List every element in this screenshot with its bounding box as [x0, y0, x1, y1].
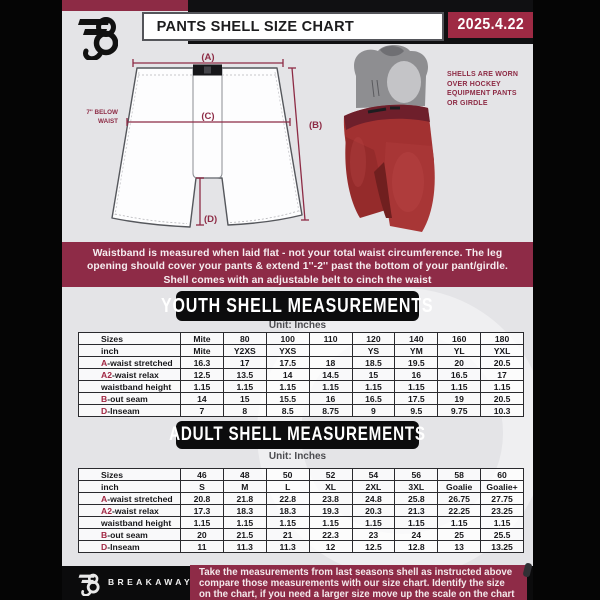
row-label-accent: A2 [101, 505, 112, 516]
table-cell: S [181, 481, 224, 493]
table-cell: 18.3 [223, 505, 266, 517]
table-cell: 17.5 [395, 393, 438, 405]
table-cell: 27.75 [481, 493, 524, 505]
table-cell: 58 [438, 469, 481, 481]
table-cell: 1.15 [266, 517, 309, 529]
table-cell: 18.3 [266, 505, 309, 517]
table-cell: 25.5 [481, 529, 524, 541]
table-cell: 9.75 [438, 405, 481, 417]
row-label: waistband height [79, 381, 181, 393]
table-cell: 17 [223, 357, 266, 369]
table-cell: 1.15 [352, 517, 395, 529]
table-cell: 26.75 [438, 493, 481, 505]
photo-caption-line: OVER HOCKEY [447, 80, 501, 88]
table-cell: Mite [181, 345, 224, 357]
table-cell: 19 [438, 393, 481, 405]
row-label: B-out seam [79, 393, 181, 405]
row-label: A2-waist relax [79, 369, 181, 381]
table-cell: 13.5 [223, 369, 266, 381]
table-cell: 46 [181, 469, 224, 481]
table-cell: 14 [181, 393, 224, 405]
table-cell: Goalie+ [481, 481, 524, 493]
dim-label-c: (C) [201, 111, 215, 122]
table-cell: 20 [181, 529, 224, 541]
table-cell: 17 [481, 369, 524, 381]
table-cell: 1.15 [352, 381, 395, 393]
table-cell [309, 345, 352, 357]
table-cell: M [223, 481, 266, 493]
table-cell: 15 [352, 369, 395, 381]
table-cell: 1.15 [309, 381, 352, 393]
table-cell: 1.15 [481, 381, 524, 393]
table-cell: 25 [438, 529, 481, 541]
table-cell: 1.15 [181, 381, 224, 393]
table-cell: YXL [481, 345, 524, 357]
photo-caption [447, 70, 533, 108]
table-cell: 11.3 [223, 541, 266, 553]
table-cell: 13.25 [481, 541, 524, 553]
table-cell: 1.15 [438, 381, 481, 393]
table-cell: 60 [481, 469, 524, 481]
table-row [79, 393, 524, 405]
row-label: Sizes [79, 469, 181, 481]
table-cell: Goalie [438, 481, 481, 493]
row-label: A-waist stretched [79, 357, 181, 369]
table-cell: 13 [438, 541, 481, 553]
table-cell: 16.5 [352, 393, 395, 405]
table-cell: 20.5 [481, 357, 524, 369]
table-cell: 12.8 [395, 541, 438, 553]
table-row [79, 517, 524, 529]
table-cell: 21.8 [223, 493, 266, 505]
table-cell: 8.75 [309, 405, 352, 417]
instruction-line: opening should cover your pants & extend 1''-2'' past the bottom of your pant/girdle. [86, 261, 509, 273]
table-cell: 140 [395, 333, 438, 345]
size-chart-flyer [62, 0, 533, 600]
table-cell: 20.5 [481, 393, 524, 405]
table-cell: 11 [181, 541, 224, 553]
table-cell: 17.3 [181, 505, 224, 517]
table-cell: 18.5 [352, 357, 395, 369]
adult-unit-label: Unit: Inches [268, 451, 327, 462]
table-cell: 15 [223, 393, 266, 405]
table-row [79, 529, 524, 541]
table-cell: YL [438, 345, 481, 357]
footer-brand-name: BREAKAWAY [108, 577, 194, 587]
table-row [79, 369, 524, 381]
table-cell: 1.15 [181, 517, 224, 529]
header-accent-strip [62, 0, 188, 11]
table-cell: 22.25 [438, 505, 481, 517]
table-cell: 15.5 [266, 393, 309, 405]
row-label: A-waist stretched [79, 493, 181, 505]
row-label: B-out seam [79, 529, 181, 541]
table-cell: 7 [181, 405, 224, 417]
table-cell: 9.5 [395, 405, 438, 417]
table-row [79, 405, 524, 417]
table-cell: 22.3 [309, 529, 352, 541]
photo-caption-line: OR GIRDLE [447, 99, 488, 107]
table-cell: Y2XS [223, 345, 266, 357]
table-cell: 16 [309, 393, 352, 405]
table-cell: 11.3 [266, 541, 309, 553]
table-cell: 17.5 [266, 357, 309, 369]
breakaway-footer-logo-icon [78, 572, 100, 600]
measuring-instructions-banner [62, 242, 533, 287]
footer-instructions [190, 565, 527, 600]
table-cell: 20.3 [352, 505, 395, 517]
adult-size-table [78, 468, 524, 553]
table-cell: 1.15 [395, 381, 438, 393]
table-cell: 21 [266, 529, 309, 541]
table-cell: 56 [395, 469, 438, 481]
table-row [79, 333, 524, 345]
youth-size-table [78, 332, 524, 417]
shorts-measurement-diagram [82, 48, 332, 238]
table-cell: 1.15 [266, 381, 309, 393]
table-cell: 1.15 [223, 517, 266, 529]
table-cell: 1.15 [481, 517, 524, 529]
table-cell: YXS [266, 345, 309, 357]
table-cell: Mite [181, 333, 224, 345]
table-cell: 8 [223, 405, 266, 417]
row-label-accent: A [101, 493, 108, 504]
table-cell: 100 [266, 333, 309, 345]
row-label-accent: B [101, 529, 108, 540]
table-cell: 52 [309, 469, 352, 481]
table-cell: 24.8 [352, 493, 395, 505]
shorts-outline [112, 68, 302, 227]
table-cell: 120 [352, 333, 395, 345]
table-cell: 180 [481, 333, 524, 345]
table-cell: 48 [223, 469, 266, 481]
table-row [79, 381, 524, 393]
table-row [79, 469, 524, 481]
table-cell: XL [309, 481, 352, 493]
page-title: PANTS SHELL SIZE CHART [156, 18, 355, 35]
table-cell: 80 [223, 333, 266, 345]
table-row [79, 505, 524, 517]
row-label: D-Inseam [79, 405, 181, 417]
youth-section-title: YOUTH SHELL MEASUREMENTS [161, 294, 434, 317]
table-cell: 20.8 [181, 493, 224, 505]
dim-label-d: (D) [204, 214, 218, 225]
table-cell: 1.15 [438, 517, 481, 529]
table-cell: 50 [266, 469, 309, 481]
table-cell: 22.8 [266, 493, 309, 505]
table-cell: 54 [352, 469, 395, 481]
table-cell: 160 [438, 333, 481, 345]
row-label: D-Inseam [79, 541, 181, 553]
instruction-line: Waistband is measured when laid flat - not your total waist circumference. The leg [92, 248, 503, 259]
dim-label-a: (A) [201, 52, 215, 63]
row-label-accent: A2 [101, 369, 112, 380]
table-cell: 18 [309, 357, 352, 369]
table-row [79, 345, 524, 357]
table-cell: 23.8 [309, 493, 352, 505]
table-cell: L [266, 481, 309, 493]
youth-section-banner [161, 291, 434, 321]
table-row [79, 493, 524, 505]
adult-section-banner [169, 421, 426, 449]
table-cell: 20 [438, 357, 481, 369]
row-label: Sizes [79, 333, 181, 345]
table-cell: 14 [266, 369, 309, 381]
date-badge [448, 12, 533, 38]
table-cell: 21.5 [223, 529, 266, 541]
row-label-accent: A [101, 357, 108, 368]
table-cell: 16.3 [181, 357, 224, 369]
table-cell: 12 [309, 541, 352, 553]
table-cell: 1.15 [309, 517, 352, 529]
table-cell: YM [395, 345, 438, 357]
footer-instruction-line: on the chart, if you need a larger size move up the scale on the chart [199, 588, 515, 600]
instruction-line: Shell comes with an adjustable belt to cinch the waist [163, 274, 432, 286]
table-cell: 25.8 [395, 493, 438, 505]
table-row [79, 357, 524, 369]
footer-instruction-line: compare those measurements with our size chart. Identify the size [199, 577, 505, 589]
table-cell: 24 [395, 529, 438, 541]
table-cell: 12.5 [181, 369, 224, 381]
page-title-box [142, 12, 444, 41]
table-cell: 23.25 [481, 505, 524, 517]
row-label: inch [79, 345, 181, 357]
table-cell: 1.15 [223, 381, 266, 393]
table-cell: 3XL [395, 481, 438, 493]
table-cell: 110 [309, 333, 352, 345]
breakaway-logo-icon [78, 14, 118, 60]
table-row [79, 541, 524, 553]
below-waist-note-line1: 7'' BELOW [86, 109, 118, 116]
photo-caption-line: EQUIPMENT PANTS [447, 90, 517, 98]
table-cell: 21.3 [395, 505, 438, 517]
table-cell: 9 [352, 405, 395, 417]
row-label: A2-waist relax [79, 505, 181, 517]
table-cell: 16.5 [438, 369, 481, 381]
table-cell: 14.5 [309, 369, 352, 381]
date-text: 2025.4.22 [457, 16, 524, 33]
table-cell: 19.5 [395, 357, 438, 369]
photo-caption-line: SHELLS ARE WORN [447, 71, 519, 78]
table-cell: 8.5 [266, 405, 309, 417]
adult-section-title: ADULT SHELL MEASUREMENTS [169, 424, 426, 445]
row-label-accent: D [101, 541, 108, 552]
table-cell: 12.5 [352, 541, 395, 553]
below-waist-note-line2: WAIST [98, 118, 118, 125]
row-label: waistband height [79, 517, 181, 529]
footer-instruction-line: Take the measurements from last seasons shell as instructed above [199, 567, 513, 578]
row-label-accent: D [101, 405, 108, 416]
table-cell: 10.3 [481, 405, 524, 417]
table-cell: 19.3 [309, 505, 352, 517]
youth-unit-label: Unit: Inches [268, 320, 327, 331]
table-cell: 16 [395, 369, 438, 381]
table-cell: 2XL [352, 481, 395, 493]
dim-label-b: (B) [309, 120, 323, 131]
table-cell: 23 [352, 529, 395, 541]
row-label-accent: B [101, 393, 108, 404]
table-row [79, 481, 524, 493]
table-cell: 1.15 [395, 517, 438, 529]
table-cell: YS [352, 345, 395, 357]
row-label: inch [79, 481, 181, 493]
